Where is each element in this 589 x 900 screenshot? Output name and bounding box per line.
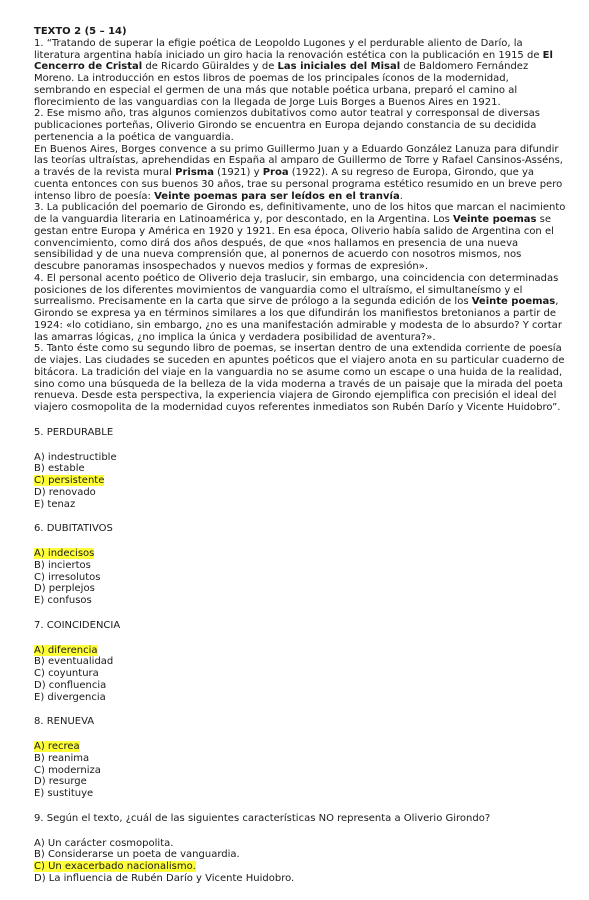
- text-run: 1. “Tratando de superar la efigie poética de Leopoldo Lugones y el perdurable aliento de Darío, la literatura argentina había iniciado un giro hacia la renovación estética con la publicación en 1915 de: [34, 37, 543, 61]
- option-text: D) La influencia de Rubén Darío y Vicente Huidobro.: [34, 872, 295, 884]
- option-text: B) estable: [34, 463, 85, 475]
- question-block: [34, 813, 567, 885]
- highlighted-answer: C) persistente: [34, 475, 105, 486]
- question-stem: 5. PERDURABLE: [34, 426, 114, 438]
- answer-option: [34, 548, 567, 560]
- question-block: [34, 523, 567, 607]
- option-text: E) divergencia: [34, 691, 106, 703]
- text-run: (1921) y: [213, 167, 263, 178]
- text-run: se gestan entre Europa y América en 1920 y 1921. En esa época, Oliverio había salido de Argentina con el convencimiento, como dirá dos años después, de que «nos hallamos en presencia de una nueva sensibilidad y de una nueva comprensión que, al ponernos de acuerdo con nosotros mismos, nos descubre panoramas insospechados y nuevos medios y formas de expresión».: [34, 214, 554, 272]
- answer-option: [34, 753, 567, 765]
- answer-option: [34, 452, 567, 464]
- answer-option: [34, 861, 567, 873]
- text-run: de Baldomero Fernández Moreno. La introducción en estos libros de poemas de los principales íconos de la modernidad, sembrando en especial el germen de una más que notable poética urbana, preparó el camino al florecimiento de las vanguardias con la llegada de Jorge Luis Borges a Buenos Aires en 1921.: [34, 61, 529, 108]
- answer-option: [34, 463, 567, 475]
- paragraph: [34, 144, 567, 203]
- text-run: , Girondo se expresa ya en términos similares a los que difundirán los manifiestos bretonianos a partir de 1924: «lo cotidiano, sin embargo, ¿no es una manifestación admirable y modesta de lo absurdo? Y cortar las amarras lógicas, ¿no implica la única y verdadera posibilidad de aventura?».: [34, 296, 562, 343]
- highlighted-answer: C) Un exacerbado nacionalismo.: [34, 861, 196, 872]
- answer-option: [34, 849, 567, 861]
- answer-option: [34, 741, 567, 753]
- option-text: E) confusos: [34, 595, 92, 606]
- bold-title: Proa: [262, 167, 289, 178]
- bold-title: El Cencerro de Cristal: [34, 49, 553, 73]
- highlighted-answer: A) recrea: [34, 741, 80, 752]
- answer-option: [34, 487, 567, 499]
- text-run: de Ricardo Güiraldes y de: [142, 61, 278, 73]
- option-text: B) Considerarse un poeta de vanguardia.: [34, 849, 240, 861]
- option-text: D) confluencia: [34, 679, 107, 691]
- option-text: C) coyuntura: [34, 668, 99, 679]
- paragraph: [34, 202, 567, 273]
- question-block: [34, 427, 567, 511]
- bold-title: Veinte poemas para ser leídos en el tranvía: [154, 190, 400, 202]
- paragraph: [34, 38, 567, 109]
- option-text: B) inciertos: [34, 559, 91, 571]
- text-run: (1922). A su regreso de Europa, Girondo, que ya cuenta entonces con sus buenos 30 años, trae su personal programa estético resumido en un breve pero intenso libro de poesía:: [34, 167, 563, 202]
- option-text: B) eventualidad: [34, 656, 114, 668]
- bold-title: Prisma: [175, 167, 214, 178]
- reading-passage: [34, 38, 567, 414]
- answer-option: [34, 838, 567, 850]
- option-text: D) perplejos: [34, 583, 95, 595]
- text-run: En Buenos Aires, Borges convence a su primo Guillermo Juan y a Eduardo González Lanuza para difundir las teorías ultraístas, aprehendidas en España al amparo de Guillermo de Torre y Rafael Cansinos-Asséns, a través de la revista mural: [34, 143, 563, 178]
- option-text: C) moderniza: [34, 764, 101, 776]
- answer-option: [34, 560, 567, 572]
- bold-title: Veinte poemas: [453, 214, 537, 225]
- option-text: A) indestructible: [34, 451, 117, 463]
- answer-option: [34, 776, 567, 788]
- answer-option: [34, 668, 567, 680]
- answer-option: [34, 572, 567, 584]
- answer-option: [34, 765, 567, 777]
- answer-option: [34, 583, 567, 595]
- questions-section: [34, 427, 567, 885]
- text-run: 5. Tanto éste como su segundo libro de poemas, se insertan dentro de una extendida corriente de poesía de viajes. Las ciudades se suceden en apuntes poéticos que el viajero anota en su particular cuaderno de bitácora. La tradición del viaje en la vanguardia no se asume como un escape o una huida de la realidad, sino como una búsqueda de la belleza de la vida moderna a través de un paisaje que la mirada del poeta renueva. Desde esta perspectiva, la experiencia viajera de Girondo ejemplifica con precisión el ideal del viajero cosmopolita de la modernidad cuyos referentes inmediatos son Rubén Darío y Vicente Huidobro”.: [34, 343, 565, 413]
- text-run: 4. El personal acento poético de Oliverio deja traslucir, sin embargo, una coincidencia con determinadas posiciones de los diferentes movimientos de vanguardia como el ultraísmo, el simultaneísmo y el surrealismo. Precisamente en la carta que sirve de prólogo a la segunda edición de los: [34, 272, 559, 308]
- answer-option: [34, 499, 567, 511]
- answer-option: [34, 656, 567, 668]
- answer-option: [34, 595, 567, 607]
- option-text: C) irresolutos: [34, 571, 101, 583]
- text-run: .: [399, 190, 403, 202]
- paragraph: [34, 343, 567, 414]
- option-text: E) tenaz: [34, 498, 76, 510]
- answer-option: [34, 645, 567, 657]
- option-text: A) Un carácter cosmopolita.: [34, 837, 174, 849]
- answer-option: [34, 475, 567, 487]
- text-title: TEXTO 2 (5 – 14): [34, 26, 127, 37]
- option-text: D) renovado: [34, 486, 96, 498]
- question-block: [34, 620, 567, 704]
- paragraph: [34, 273, 567, 344]
- question-block: [34, 716, 567, 800]
- question-stem: 9. Según el texto, ¿cuál de las siguientes características NO representa a Oliverio Girondo?: [34, 812, 491, 824]
- option-text: E) sustituye: [34, 788, 94, 799]
- paragraph: [34, 108, 567, 143]
- bold-title: Las iniciales del Misal: [277, 61, 401, 73]
- text-run: 3. La publicación del poemario de Girondo es, definitivamente, uno de los hitos que marcan el nacimiento de la vanguardia literaria en Latinoamérica y, por descontado, en la Argentina. Los: [34, 202, 566, 225]
- highlighted-answer: A) indecisos: [34, 548, 95, 559]
- answer-option: [34, 692, 567, 704]
- answer-option: [34, 873, 567, 885]
- question-stem: 6. DUBITATIVOS: [34, 523, 113, 535]
- option-text: D) resurge: [34, 776, 87, 788]
- answer-option: [34, 788, 567, 800]
- highlighted-answer: A) diferencia: [34, 644, 98, 656]
- question-stem: 7. COINCIDENCIA: [34, 619, 121, 631]
- question-stem: 8. RENUEVA: [34, 716, 95, 728]
- text-run: 2. Ese mismo año, tras algunos comienzos dubitativos como autor teatral y corresponsal de diversas publicaciones porteñas, Oliverio Girondo se encuentra en Europa dejando constancia de su decidida pertenencia a la poética de vanguardia.: [34, 108, 540, 143]
- option-text: B) reanima: [34, 752, 90, 764]
- bold-title: Veinte poemas: [471, 296, 556, 308]
- answer-option: [34, 680, 567, 692]
